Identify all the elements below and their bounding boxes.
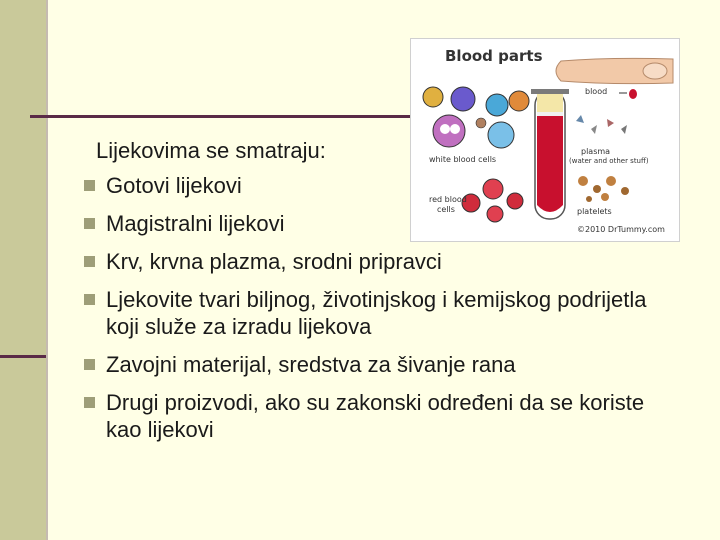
label-plasma: plasma bbox=[581, 147, 611, 156]
image-copyright: ©2010 DrTummy.com bbox=[577, 225, 665, 234]
image-title: Blood parts bbox=[445, 47, 543, 65]
label-red-blood-cells-2: cells bbox=[437, 205, 455, 214]
bullet-list bbox=[84, 172, 684, 454]
square-bullet-icon bbox=[84, 256, 95, 267]
label-white-blood-cells: white blood cells bbox=[429, 155, 497, 164]
label-plasma-note: (water and other stuff) bbox=[569, 157, 649, 165]
bullet-item: Gotovi lijekovi bbox=[84, 172, 684, 199]
square-bullet-icon bbox=[84, 180, 95, 191]
label-red-blood-cells-1: red blood bbox=[429, 195, 467, 204]
label-blood: blood bbox=[585, 87, 608, 96]
bullet-item: Krv, krvna plazma, srodni pripravci bbox=[84, 248, 684, 275]
bullet-item: Zavojni materijal, sredstva za šivanje rana bbox=[84, 351, 684, 378]
square-bullet-icon bbox=[84, 218, 95, 229]
square-bullet-icon bbox=[84, 359, 95, 370]
left-divider-accent bbox=[0, 355, 46, 358]
square-bullet-icon bbox=[84, 397, 95, 408]
intro-text: Lijekovima se smatraju: bbox=[96, 138, 326, 163]
label-platelets: platelets bbox=[577, 207, 612, 216]
bullet-item: Ljekovite tvari biljnog, životinjskog i kemijskog podrijetla koji služe za izradu lijekova bbox=[84, 286, 684, 340]
bullet-item: Magistralni lijekovi bbox=[84, 210, 684, 237]
square-bullet-icon bbox=[84, 294, 95, 305]
bullet-item: Drugi proizvodi, ako su zakonski određeni da se koriste kao lijekovi bbox=[84, 389, 684, 443]
left-accent-bar bbox=[0, 0, 46, 540]
left-bar-edge bbox=[46, 0, 48, 540]
